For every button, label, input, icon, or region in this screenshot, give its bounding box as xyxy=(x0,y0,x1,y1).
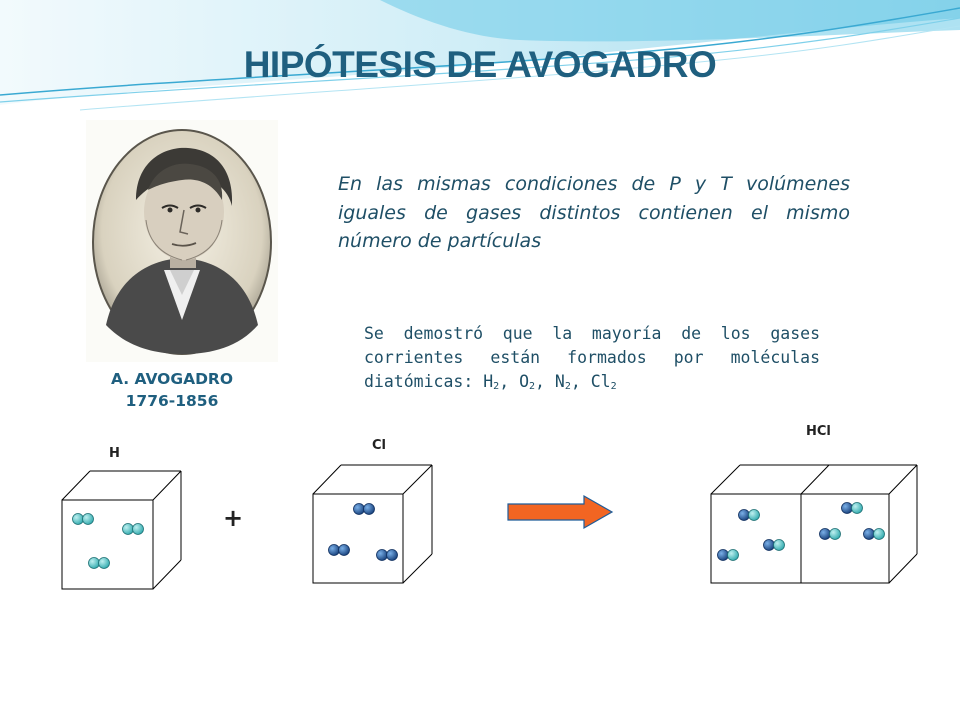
diatomic-note-text: Se demostró que la mayoría de los gases corrientes están formados por moléculas diatómicas: xyxy=(364,324,820,391)
formula-h2: $H_2$ xyxy=(483,372,500,392)
hcl-cubes xyxy=(711,465,917,583)
reaction-arrow xyxy=(508,496,612,528)
formula-cl2: $Cl_2$ xyxy=(590,372,617,392)
chlorine-molecules xyxy=(329,504,398,561)
label-chlorine: Cl xyxy=(372,438,386,453)
portrait-caption-name: A. AVOGADRO xyxy=(110,370,234,388)
hydrogen-cube xyxy=(62,471,181,589)
hypothesis-text: En las mismas condiciones de P y T volúmenes iguales de gases distintos contienen el mismo número de partículas xyxy=(338,173,850,252)
diatomic-note: Se demostró que la mayoría de los gases corrientes están formados por moléculas diatómicas: $H_2$, $O_2$, $N_2$, $Cl_2$ xyxy=(364,324,820,392)
slide-title: HIPÓTESIS DE AVOGADRO xyxy=(243,44,717,85)
formula-o2: $O_2$ xyxy=(519,372,536,392)
hydrogen-molecules xyxy=(73,514,144,569)
chlorine-cube xyxy=(313,465,432,583)
label-hcl: HCl xyxy=(806,424,831,439)
label-hydrogen: H xyxy=(109,446,120,461)
plus-operator: + xyxy=(223,504,244,532)
formula-n2: $N_2$ xyxy=(554,372,571,392)
portrait-caption-years: 1776-1856 xyxy=(125,392,219,410)
